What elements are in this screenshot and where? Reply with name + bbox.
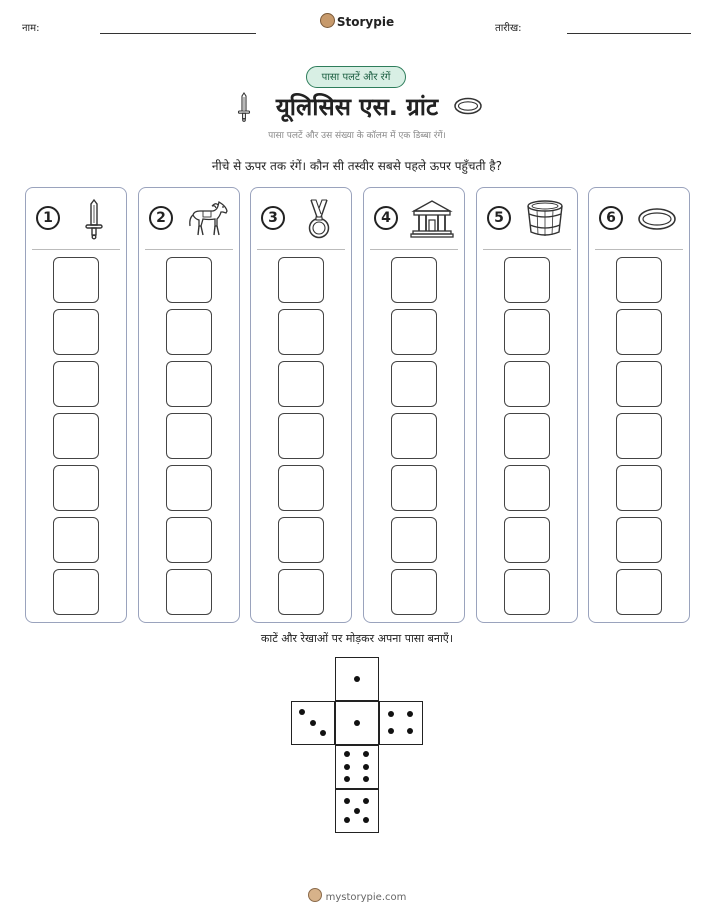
dice-pip — [363, 817, 369, 823]
color-box[interactable] — [53, 413, 99, 459]
name-label: नाम: — [22, 23, 40, 34]
page-title: यूलिसिस एस. ग्रांट — [275, 93, 439, 121]
medal-icon — [297, 198, 341, 240]
dice-pip — [407, 711, 413, 717]
dice-pip — [407, 728, 413, 734]
dice-pip — [344, 798, 350, 804]
dice-pip — [320, 730, 326, 736]
subtitle: पासा पलटें और उस संख्या के कॉलम में एक डिब्बा रंगें। — [268, 131, 446, 141]
ring-icon — [635, 198, 679, 240]
dice-pip — [344, 751, 350, 757]
column-1 — [25, 187, 127, 623]
color-box[interactable] — [53, 309, 99, 355]
column-number: 4 — [374, 206, 398, 230]
sword-icon — [72, 198, 116, 240]
column-divider — [145, 249, 233, 250]
color-box[interactable] — [166, 569, 212, 615]
color-box[interactable] — [53, 257, 99, 303]
color-box[interactable] — [616, 517, 662, 563]
color-box[interactable] — [391, 309, 437, 355]
activity-badge: पासा पलटें और रंगें — [306, 66, 406, 88]
color-box[interactable] — [504, 309, 550, 355]
column-divider — [483, 249, 571, 250]
name-line[interactable] — [100, 33, 256, 34]
color-box[interactable] — [616, 569, 662, 615]
dice-pip — [344, 776, 350, 782]
dice-face — [335, 701, 379, 745]
column-number: 5 — [487, 206, 511, 230]
color-box[interactable] — [504, 413, 550, 459]
color-box[interactable] — [278, 517, 324, 563]
footer — [0, 888, 714, 903]
color-box[interactable] — [504, 569, 550, 615]
color-box[interactable] — [166, 257, 212, 303]
dice-face — [291, 701, 335, 745]
date-line[interactable] — [567, 33, 691, 34]
dice-pip — [363, 776, 369, 782]
column-divider — [370, 249, 458, 250]
color-box[interactable] — [391, 569, 437, 615]
color-box[interactable] — [391, 413, 437, 459]
color-box[interactable] — [166, 465, 212, 511]
footer-url: mystorypie.com — [325, 892, 407, 903]
color-box[interactable] — [391, 517, 437, 563]
color-box[interactable] — [166, 361, 212, 407]
color-box[interactable] — [504, 361, 550, 407]
color-box[interactable] — [616, 413, 662, 459]
column-divider — [32, 249, 120, 250]
column-6 — [588, 187, 690, 623]
column-number: 2 — [149, 206, 173, 230]
dice-face — [379, 701, 423, 745]
color-box[interactable] — [391, 361, 437, 407]
color-box[interactable] — [278, 309, 324, 355]
color-box[interactable] — [616, 361, 662, 407]
color-box[interactable] — [166, 413, 212, 459]
color-box[interactable] — [616, 465, 662, 511]
brand-name: Storypie — [336, 15, 395, 29]
color-box[interactable] — [504, 465, 550, 511]
column-divider — [257, 249, 345, 250]
column-number: 3 — [261, 206, 285, 230]
color-box[interactable] — [278, 569, 324, 615]
column-3 — [250, 187, 352, 623]
brand-logo — [0, 13, 714, 29]
dice-face — [335, 789, 379, 833]
color-box[interactable] — [616, 309, 662, 355]
dice-face — [335, 657, 379, 701]
dice-pip — [363, 751, 369, 757]
dice-pip — [310, 720, 316, 726]
dice-pip — [354, 808, 360, 814]
column-number: 6 — [599, 206, 623, 230]
color-box[interactable] — [53, 517, 99, 563]
color-box[interactable] — [504, 517, 550, 563]
color-box[interactable] — [616, 257, 662, 303]
building-icon — [410, 198, 454, 240]
column-number: 1 — [36, 206, 60, 230]
bear-logo-icon — [320, 13, 335, 28]
instruction: नीचे से ऊपर तक रंगें। कौन सी तस्वीर सबसे पहले ऊपर पहुँचती है? — [211, 159, 503, 173]
dice-pip — [344, 764, 350, 770]
color-box[interactable] — [278, 257, 324, 303]
color-box[interactable] — [278, 465, 324, 511]
color-box[interactable] — [166, 309, 212, 355]
dice-face — [335, 745, 379, 789]
column-4 — [363, 187, 465, 623]
column-2 — [138, 187, 240, 623]
barrel-icon — [523, 198, 567, 240]
dice-pip — [354, 720, 360, 726]
column-5 — [476, 187, 578, 623]
horse-icon — [185, 198, 229, 240]
color-box[interactable] — [53, 569, 99, 615]
cut-instruction: काटें और रेखाओं पर मोड़कर अपना पासा बनाएँ। — [260, 632, 454, 645]
dice-pip — [344, 817, 350, 823]
dice-pip — [388, 711, 394, 717]
dice-pip — [363, 798, 369, 804]
title-ring-icon — [453, 96, 483, 116]
color-box[interactable] — [504, 257, 550, 303]
color-box[interactable] — [53, 465, 99, 511]
color-box[interactable] — [391, 257, 437, 303]
color-box[interactable] — [391, 465, 437, 511]
dice-pip — [388, 728, 394, 734]
dice-pip — [299, 709, 305, 715]
color-box[interactable] — [166, 517, 212, 563]
date-label: तारीख: — [495, 23, 522, 34]
column-divider — [595, 249, 683, 250]
bear-logo-icon — [308, 888, 322, 902]
color-box[interactable] — [278, 413, 324, 459]
dice-pip — [354, 676, 360, 682]
dice-pip — [363, 764, 369, 770]
color-box[interactable] — [53, 361, 99, 407]
color-box[interactable] — [278, 361, 324, 407]
